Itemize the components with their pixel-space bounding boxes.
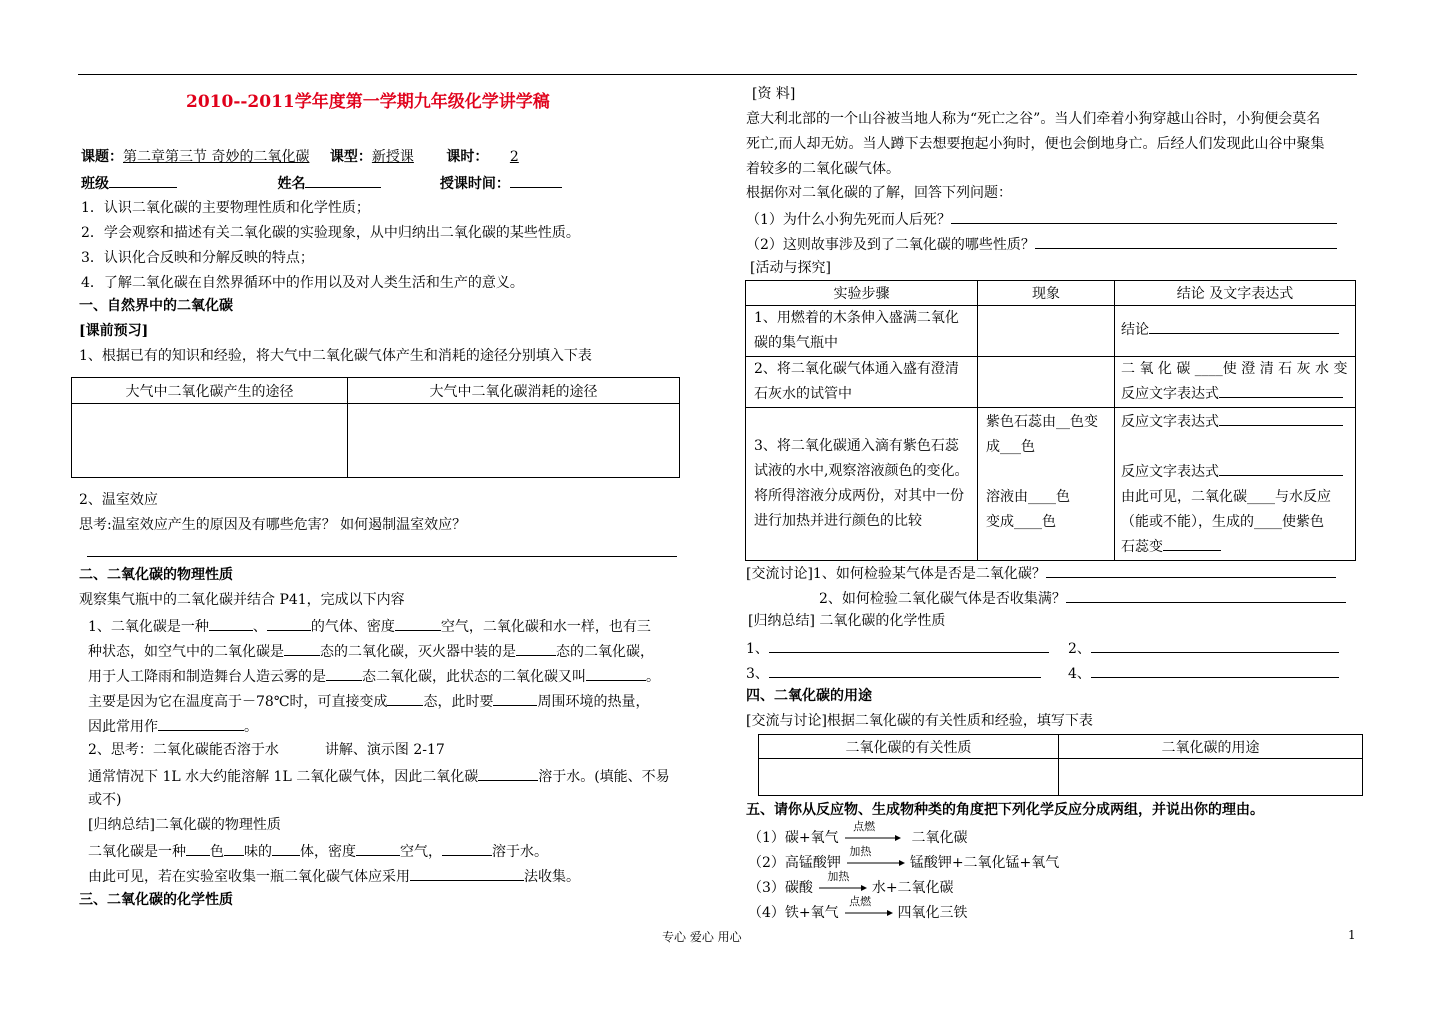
reactants: （4）铁+氧气 <box>748 905 839 921</box>
phenomenon-cell[interactable] <box>978 357 1115 408</box>
answer-blank[interactable] <box>1219 413 1343 426</box>
condition: 加热 <box>849 845 872 858</box>
text: （能或不能），生成的____使紫色 <box>1121 514 1324 530</box>
table-header: 实验步骤 <box>746 281 978 306</box>
chem-prop-2 <box>1068 640 1339 656</box>
answer-cell[interactable] <box>1059 759 1363 796</box>
co2-source-sink-table <box>71 377 680 478</box>
text: 种状态，如空气中的二氧化碳是 <box>88 644 284 660</box>
think-solubility <box>88 743 445 757</box>
text: 态，此时要 <box>423 694 494 710</box>
condition: 点燃 <box>849 895 872 908</box>
products: 锰酸钾+二氧化锰+氧气 <box>909 855 1060 871</box>
physical-fill-3 <box>88 668 660 684</box>
name-label: 姓名 <box>277 176 306 192</box>
observe-instruction: 观察集气瓶中的二氧化碳并结合 P41，完成以下内容 <box>79 592 405 608</box>
text: 反应文字表达式 <box>1121 460 1355 485</box>
condition: 点燃 <box>853 820 876 833</box>
blank[interactable] <box>387 693 423 706</box>
conclusion-cell <box>1115 408 1356 561</box>
text: 态的二氧化碳， <box>556 644 654 660</box>
page-title: 2010--2011学年度第一学期九年级化学讲学稿 <box>186 92 550 112</box>
table-header: 结论 及文字表达式 <box>1115 281 1356 306</box>
chem-prop-4 <box>1068 665 1339 681</box>
text: 溶于水。 <box>492 844 548 860</box>
solubility-fill <box>88 768 670 784</box>
lesson-meta-line1 <box>81 150 540 164</box>
class-blank[interactable] <box>109 175 177 188</box>
text: 态的二氧化碳，灭火器中装的是 <box>320 644 516 660</box>
answer-blank[interactable] <box>1219 463 1343 476</box>
text: 2、如何检验二氧化碳气体是否收集满？ <box>819 591 1066 607</box>
answer-blank[interactable] <box>1066 590 1346 603</box>
text: 色 <box>210 844 224 860</box>
info-question-1 <box>746 211 1337 227</box>
blank[interactable] <box>186 843 210 856</box>
text: 主要是因为它在温度高于－78℃时，可直接变成 <box>88 694 388 710</box>
reactants: （1）碳+氧气 <box>748 830 839 846</box>
time-blank[interactable] <box>510 175 562 188</box>
text: 周围环境的热量， <box>537 694 650 710</box>
solubility-fill-cont: 或不) <box>88 792 122 808</box>
reaction-4 <box>748 895 968 921</box>
footer-motto: 专心 爱心 用心 <box>662 930 742 944</box>
section-1-heading: 一、自然界中的二氧化碳 <box>79 298 233 314</box>
arrow-icon <box>845 845 905 867</box>
table-header: 二氧化碳的用途 <box>1059 735 1363 759</box>
text: 反应文字表达式 <box>1121 410 1355 435</box>
info-line: 意大利北部的一个山谷被当地人称为“死亡之谷”。当人们牵着小狗穿越山谷时，小狗便会莫名 <box>746 111 1321 127</box>
lesson-meta-line2 <box>81 175 562 191</box>
answer-blank[interactable] <box>1035 236 1337 249</box>
products: 二氧化碳 <box>911 830 968 846</box>
reaction-1 <box>748 820 968 846</box>
arrow-icon <box>843 820 901 842</box>
section-2-heading: 二、二氧化碳的物理性质 <box>79 567 233 583</box>
text: 体，密度 <box>300 844 356 860</box>
info-line: 死亡,而人却无妨。当人蹲下去想要抱起小狗时，便也会倒地身亡。后经人们发现此山谷中聚集 <box>746 136 1325 152</box>
blank[interactable] <box>478 768 538 781</box>
goal-item: 4．了解二氧化碳在自然界循环中的作用以及对人类生活和生产的意义。 <box>81 275 524 291</box>
answer-cell[interactable] <box>759 759 1059 796</box>
text: 由此可见，若在实验室收集一瓶二氧化碳气体应采用 <box>88 869 410 885</box>
info-heading: [资 料] <box>752 86 796 102</box>
text: 。 <box>646 669 660 685</box>
answer-line[interactable] <box>87 556 677 557</box>
discussion-3: [交流与讨论]根据二氧化碳的有关性质和经验，填写下表 <box>746 713 1093 729</box>
text: 2、 <box>1068 641 1091 657</box>
chem-prop-1 <box>746 640 1049 656</box>
text: 进行加热并进行颜色的比较 <box>754 513 922 529</box>
hours-label: 课时： <box>446 149 489 165</box>
table-header: 二氧化碳的有关性质 <box>759 735 1059 759</box>
reactants: （3）碳酸 <box>748 880 813 896</box>
blank[interactable] <box>158 718 244 731</box>
greenhouse-think: 思考:温室效应产生的原因及有哪些危害？ 如何遏制温室效应？ <box>79 517 467 533</box>
text: （2）这则故事涉及到了二氧化碳的哪些性质？ <box>746 237 1035 253</box>
blank[interactable] <box>586 668 646 681</box>
physical-fill-5 <box>88 718 258 734</box>
products: 水+二氧化碳 <box>871 880 954 896</box>
blank[interactable] <box>493 693 537 706</box>
text: 溶液由____色 <box>986 489 1070 505</box>
text: 、 <box>252 619 267 635</box>
class-label: 班级 <box>81 176 109 192</box>
physical-fill-2 <box>88 643 654 659</box>
type-value: 新授课 <box>371 149 414 165</box>
arrow-icon <box>817 870 867 892</box>
blank[interactable] <box>284 643 320 656</box>
goal-item: 1．认识二氧化碳的主要物理性质和化学性质； <box>81 200 370 216</box>
step-cell <box>746 306 978 357</box>
blank[interactable] <box>224 843 244 856</box>
text: 空气， <box>400 844 442 860</box>
text <box>1121 435 1355 460</box>
text: （1）为什么小狗先死而人后死？ <box>746 212 951 228</box>
table-header: 大气中二氧化碳消耗的途径 <box>348 378 680 404</box>
answer-blank[interactable] <box>769 640 1049 653</box>
text: 3、 <box>746 666 769 682</box>
text: 1、二氧化碳是一种 <box>88 619 209 635</box>
reactants: （2）高锰酸钾 <box>748 855 841 871</box>
answer-blank[interactable] <box>1163 538 1221 551</box>
discussion-2 <box>819 590 1346 606</box>
section-3-heading: 三、二氧化碳的化学性质 <box>79 892 233 908</box>
arrow-icon <box>843 895 893 917</box>
step-cell <box>746 357 978 408</box>
collect-method-fill <box>88 868 580 884</box>
text <box>986 460 1114 485</box>
text: 4、 <box>1068 666 1091 682</box>
time-label: 授课时间： <box>439 176 510 192</box>
blank[interactable] <box>395 618 441 631</box>
text: 3、将二氧化碳通入滴有紫色石蕊 <box>754 438 959 454</box>
physical-summary-heading: [归纳总结]二氧化碳的物理性质 <box>88 817 281 833</box>
phenomenon-cell <box>978 408 1115 561</box>
topic-value: 第二章第三节 奇妙的二氧化碳 <box>123 149 310 165</box>
text: 1、用燃着的木条伸入盛满二氧化 <box>754 310 959 326</box>
info-paragraph <box>746 107 1324 182</box>
text: 反应文字表达式 <box>1121 382 1355 407</box>
text: 变成____色 <box>986 514 1056 530</box>
section-4-heading: 四、二氧化碳的用途 <box>746 688 872 704</box>
goals-list <box>81 196 580 296</box>
answer-blank[interactable] <box>769 665 1041 678</box>
text: 由此可见，二氧化碳____与水反应 <box>1121 489 1331 505</box>
text: 将所得溶液分成两份，对其中一份 <box>754 488 964 504</box>
blank[interactable] <box>516 643 556 656</box>
reaction-3 <box>748 870 954 896</box>
reaction-2 <box>748 845 1060 871</box>
blank[interactable] <box>326 668 362 681</box>
greenhouse-heading: 2、温室效应 <box>79 492 158 508</box>
answer-blank[interactable] <box>1149 321 1339 334</box>
answer-blank[interactable] <box>1219 385 1343 398</box>
answer-blank[interactable] <box>1091 640 1339 653</box>
text: 讲解、演示图 2-17 <box>324 742 445 758</box>
text: 空气，二氧化碳和水一样，也有三 <box>440 619 651 635</box>
text: [交流讨论]1、如何检验某气体是否是二氧化碳？ <box>746 566 1046 582</box>
answer-cell[interactable] <box>72 404 348 478</box>
text: 。 <box>244 719 258 735</box>
experiment-table <box>745 280 1356 561</box>
phenomenon-cell[interactable] <box>978 306 1115 357</box>
text: 试液的水中,观察溶液颜色的变化。 <box>754 463 969 479</box>
text: 2、思考：二氧化碳能否溶于水 <box>88 742 279 758</box>
text: 法收集。 <box>524 869 580 885</box>
text: 石蕊变 <box>1121 535 1355 560</box>
text: 石灰水的试管中 <box>754 386 852 402</box>
conclusion-cell <box>1115 357 1356 408</box>
table-header: 现象 <box>978 281 1115 306</box>
section-5-heading: 五、请你从反应物、生成物种类的角度把下列化学反应分成两组，并说出你的理由。 <box>746 802 1264 818</box>
hours-value: 2 <box>509 149 519 165</box>
blank[interactable] <box>410 868 524 881</box>
goal-item: 2．学会观察和描述有关二氧化碳的实验现象，从中归纳出二氧化碳的某些性质。 <box>81 225 580 241</box>
condition: 加热 <box>827 870 850 883</box>
conclusion-cell <box>1115 306 1356 357</box>
answer-blank[interactable] <box>1091 665 1339 678</box>
physical-fill-1 <box>88 618 651 634</box>
answer-cell[interactable] <box>348 404 680 478</box>
text: 紫色石蕊由__色变 <box>986 414 1098 430</box>
blank[interactable] <box>267 618 311 631</box>
chemical-summary-heading: [归纳总结] 二氧化碳的化学性质 <box>748 613 946 629</box>
name-blank[interactable] <box>305 175 381 188</box>
text: 用于人工降雨和制造舞台人造云雾的是 <box>88 669 326 685</box>
text: 二氧化碳是一种 <box>88 844 186 860</box>
answer-blank[interactable] <box>1046 565 1336 578</box>
step-cell <box>746 408 978 561</box>
blank[interactable] <box>209 618 253 631</box>
blank[interactable] <box>442 843 492 856</box>
text: 结论 <box>1121 318 1355 343</box>
info-line: 着较多的二氧化碳气体。 <box>746 161 900 177</box>
text: 味的 <box>244 844 272 860</box>
text: 成___色 <box>986 439 1035 455</box>
answer-blank[interactable] <box>951 211 1337 224</box>
chem-prop-3 <box>746 665 1041 681</box>
text: 通常情况下 1L 水大约能溶解 1L 二氧化碳气体，因此二氧化碳 <box>88 769 479 785</box>
text: 2、将二氧化碳气体通入盛有澄清 <box>754 361 959 377</box>
header-rule <box>78 74 1357 75</box>
activity-heading: [活动与探究] <box>750 260 831 276</box>
physical-fill-4 <box>88 693 649 709</box>
table-header: 大气中二氧化碳产生的途径 <box>72 378 348 404</box>
info-ask: 根据你对二氧化碳的了解，回答下列问题： <box>746 185 1012 201</box>
products: 四氧化三铁 <box>897 905 968 921</box>
topic-label: 课题： <box>81 149 123 165</box>
question-1: 1、根据已有的知识和经验，将大气中二氧化碳气体产生和消耗的途径分别填入下表 <box>79 348 592 364</box>
text: 因此常用作 <box>88 719 158 735</box>
co2-uses-table <box>758 734 1363 796</box>
discussion-1 <box>746 565 1336 581</box>
preview-heading: [课前预习] <box>79 323 149 339</box>
physical-summary-fill <box>88 843 548 859</box>
info-question-2 <box>746 236 1337 252</box>
text: 态二氧化碳，此状态的二氧化碳又叫 <box>362 669 586 685</box>
blank[interactable] <box>356 843 400 856</box>
goal-item: 3．认识化合反映和分解反映的特点； <box>81 250 314 266</box>
text: 的气体、密度 <box>310 619 395 635</box>
text: 溶于水。(填能、不易 <box>538 769 670 785</box>
text: 碳的集气瓶中 <box>754 335 838 351</box>
text: 二 氧 化 碳 ____使 澄 清 石 灰 水 变 <box>1121 361 1348 377</box>
text: 1、 <box>746 641 769 657</box>
type-label: 课型： <box>329 149 372 165</box>
blank[interactable] <box>272 843 300 856</box>
page-number: 1 <box>1348 928 1356 942</box>
